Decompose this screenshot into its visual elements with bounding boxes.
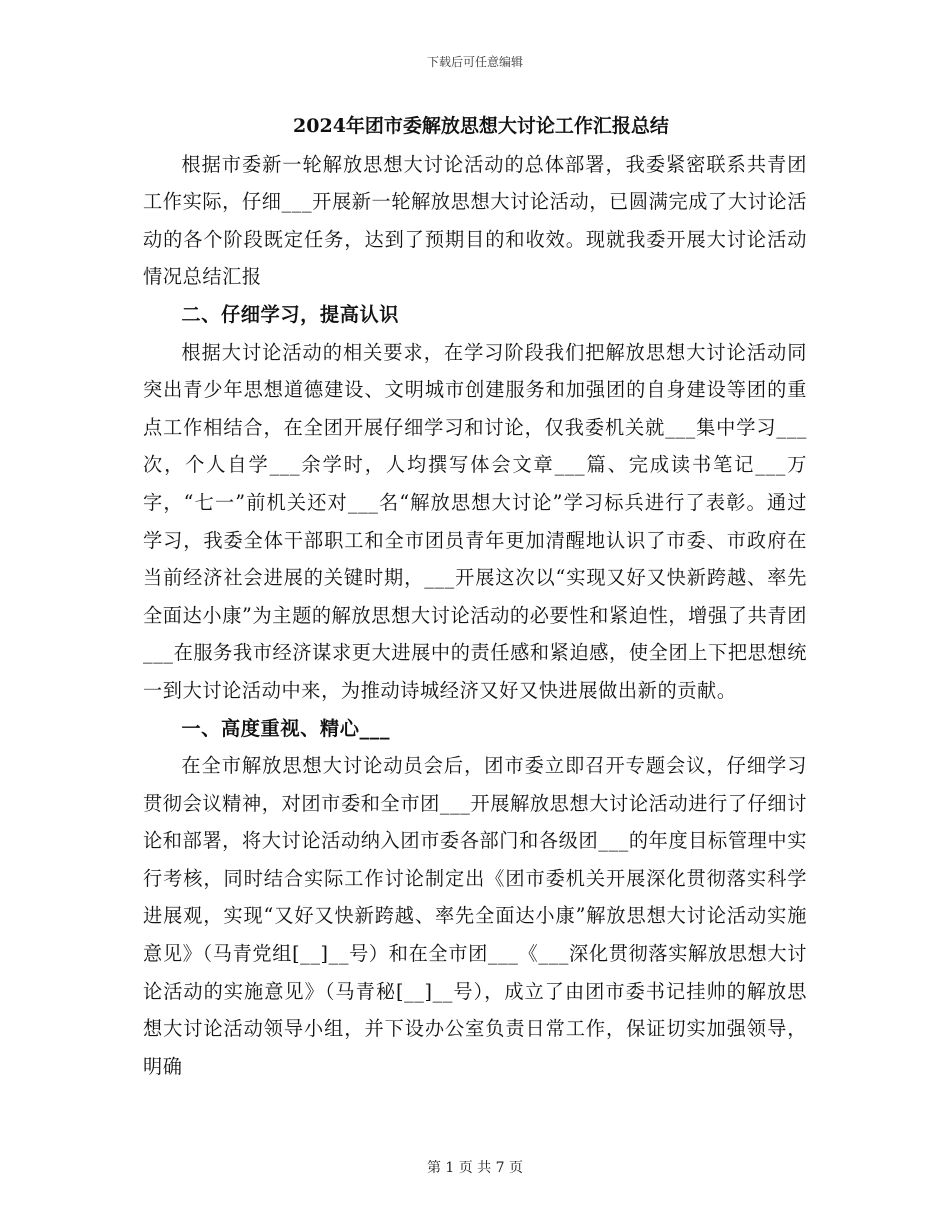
document-body [143,108,807,1085]
document-title: 2024年团市委解放思想大讨论工作汇报总结 [293,115,669,137]
section-heading-study: 二、仔细学习，提高认识 [181,302,400,326]
study-paragraph: 根据大讨论活动的相关要求，在学习阶段我们把解放思想大讨论活动同突出青少年思想道德建设、文明城市创建服务和加强团的自身建设等团的重点工作相结合，在全团开展仔细学习和讨论，仅我委机关就___集中学习___次，个人自学___余学时，人均撰写体会文章___篇、完成读书笔记___万字，“七一”前机关还对___名“解放思想大讨论”学习标兵进行了表彰。通过学习，我委全体干部职工和全市团员青年更加清醒地认识了市委、市政府在当前经济社会进展的关键时期，___开展这次以“实现又好又快新跨越、率先全面达小康”为主题的解放思想大讨论活动的必要性和紧迫性，增强了共青团___在服务我市经济谋求更大进展中的责任感和紧迫感，使全团上下把思想统一到大讨论活动中来，为推动诗城经济又好又快进展做出新的贡献。 [143,340,807,702]
page-number: 第 1 页 共 7 页 [426,1160,524,1176]
page-header-note: 下载后可任意编辑 [426,55,523,69]
intro-paragraph: 根据市委新一轮解放思想大讨论活动的总体部署，我委紧密联系共青团工作实际，仔细___开展新一轮解放思想大讨论活动，已圆满完成了大讨论活动的各个阶段既定任务，达到了预期目的和收效。现就我委开展大讨论活动情况总结汇报 [143,152,807,289]
section-heading-attention: 一、高度重视、精心___ [181,716,391,740]
attention-paragraph: 在全市解放思想大讨论动员会后，团市委立即召开专题会议，仔细学习贯彻会议精神，对团市委和全市团___开展解放思想大讨论活动进行了仔细讨论和部署，将大讨论活动纳入团市委各部门和各级团___的年度目标管理中实行考核，同时结合实际工作讨论制定出《团市委机关开展深化贯彻落实科学进展观，实现“又好又快新跨越、率先全面达小康”解放思想大讨论活动实施意见》（马青党组[__]__号）和在全市团___《___深化贯彻落实解放思想大讨论活动的实施意见》（马青秘[__]__号），成立了由团市委书记挂帅的解放思想大讨论活动领导小组，并下设办公室负责日常工作，保证切实加强领导，明确 [143,754,807,1078]
